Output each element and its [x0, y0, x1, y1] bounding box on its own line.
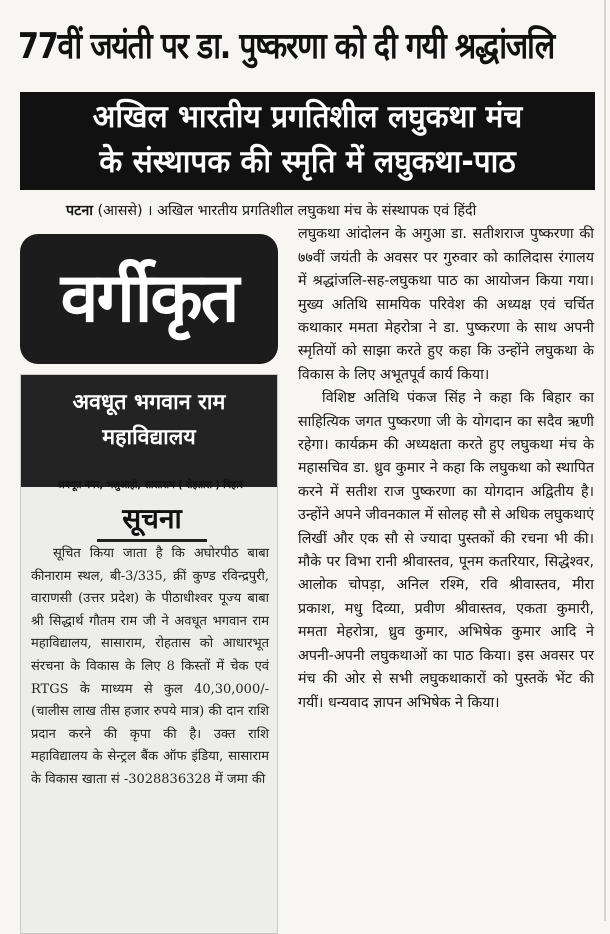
- college-header: [21, 375, 277, 487]
- paragraph-1: लघुकथा आंदोलन के अगुआ डा. सतीशराज पुष्करणा की ७७वीं जयंती के अवसर पर गुरुवार को कालिदास रंगालय में श्रद्धांजलि-सह-लघुकथा पाठ का आयोजन किया गया। मुख्य अतिथि सामयिक परिवेश की अध्यक्ष एवं चर्चित कथाकार ममता मेहरोत्रा ने डा. पुष्करणा के साथ अपनी स्मृतियों को साझा करते हुए कहा कि उन्होंने लघुकथा के विकास के लिए अभूतपूर्व कार्य किया।: [298, 226, 594, 383]
- college-notice-advertisement: [20, 374, 278, 934]
- college-name-line-1: अवधूत भगवान राम: [72, 390, 226, 415]
- article-subheadline: [20, 92, 595, 190]
- classified-banner-text: वर्गीकृत: [60, 259, 238, 338]
- subhead-line-1: अखिल भारतीय प्रगतिशील लघुकथा मंच: [92, 99, 523, 135]
- subhead-line-2: के संस्थापक की स्मृति में लघुकथा-पाठ: [99, 144, 516, 180]
- notice-text: सूचित किया जाता है कि अघोरपीठ बाबा कीनाराम स्थल, बी-3/335, क्रीं कुण्ड रविन्द्रपुरी, वाराणसी (उत्तर प्रदेश) के पीठाधीश्वर पूज्य बाबा श्री सिद्धार्थ गौतम राम जी ने अवधूत भगवान राम महाविद्यालय, सासाराम, रोहतास को आधारभूत संरचना के विकास के लिए 8 किस्तों में चेक एवं RTGS के माध्यम से कुल 40,30,000/- (चालीस लाख तीस हजार रुपये मात्र) की दान राशि प्रदान करने की कृपा की है। उक्त राशि महाविद्यालय के सेन्ट्रल बैंक ऑफ इंडिया, सासाराम के विकास खाता सं -3028836328 में जमा की: [31, 546, 269, 787]
- news-source: (आससे) ।: [92, 203, 158, 219]
- notice-title: सूचना: [97, 499, 207, 542]
- classified-banner: [20, 234, 278, 364]
- article-lead-line: [42, 200, 582, 223]
- college-name-line-2: महाविद्यालय: [102, 425, 196, 450]
- paragraph-1-lead: अखिल भारतीय प्रगतिशील लघुकथा मंच के संस्थापक एवं हिंदी: [157, 203, 477, 219]
- paragraph-2: विशिष्ट अतिथि पंकज सिंह ने कहा कि बिहार का साहित्यिक जगत पुष्करणा जी के योगदान का सदैव ऋणी रहेगा। कार्यक्रम की अध्यक्षता करते हुए लघुकथा मंच के महासचिव डा. ध्रुव कुमार ने कहा कि लघुकथा को स्थापित करने में सतीश राज पुष्करणा का योगदान अद्वितीय है। उन्होंने अपने जीवनकाल में सोलह सौ से अधिक लघुकथाएं लिखीं और एक सौ से ज्यादा पुस्तकों की रचना भी की। मौके पर विभा रानी श्रीवास्तव, पूनम कतरियार, सिद्धेश्वर, आलोक चोपड़ा, अनिल रश्मि, रवि श्रीवास्तव, मीरा प्रकाश, मधु दिव्या, प्रवीण श्रीवास्तव, एकता कुमारी, ममता मेहरोत्रा, ध्रुव कुमार, अभिषेक कुमार आदि ने अपनी-अपनी लघुकथाओं का पाठ किया। इस अवसर पर मंच की ओर से सभी लघुकथाकारों को पुस्तकें भेंट की गयीं। धन्यवाद ज्ञापन अभिषेक ने किया।: [298, 390, 594, 711]
- college-address: अवधूत नगर, भलुआही, सासाराम ( रोहतास ) बिहार: [57, 479, 243, 491]
- page-edge-rule: [604, 0, 606, 921]
- article-headline: 77वीं जयंती पर डा. पुष्करणा को दी गयी श्रद्धांजलि: [18, 26, 555, 67]
- dateline: पटना: [66, 203, 93, 219]
